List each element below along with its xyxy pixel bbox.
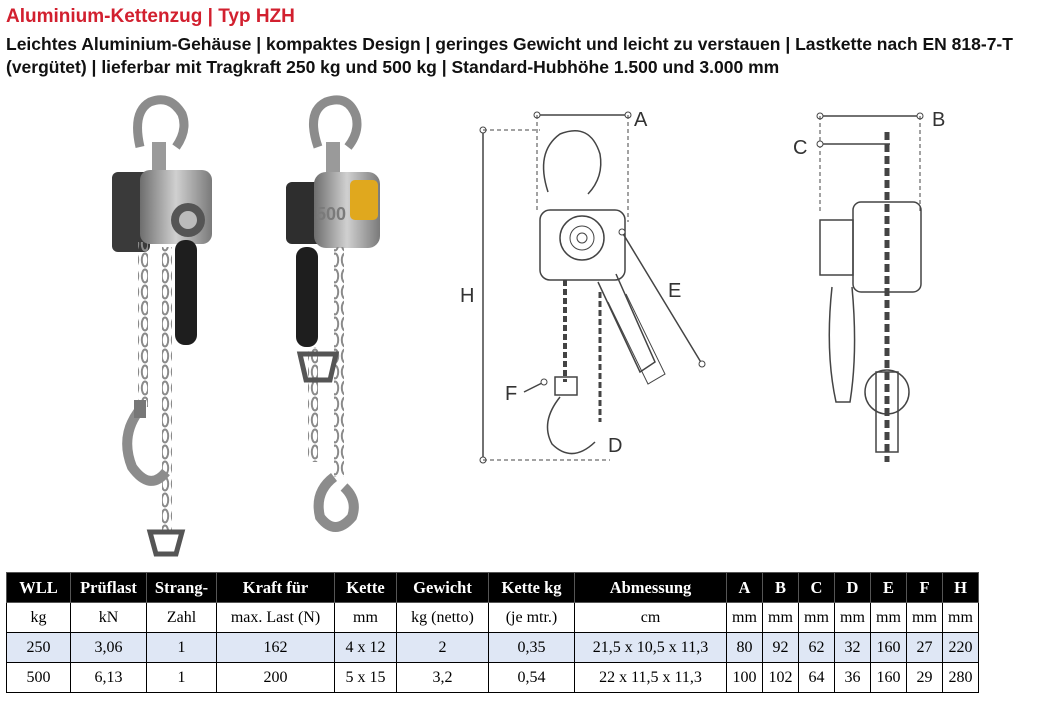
unit-cell: kg (7, 603, 71, 633)
unit-cell: mm (799, 603, 835, 633)
capacity-label: 500 (316, 204, 347, 224)
spec-table (6, 572, 979, 693)
header-e: E (871, 573, 907, 603)
table-cell: 100 (727, 663, 763, 693)
table-row (7, 633, 979, 663)
unit-cell: Zahl (147, 603, 217, 633)
dim-label-b: B (932, 109, 946, 131)
dim-label-e: E (668, 280, 682, 302)
unit-cell: mm (335, 603, 397, 633)
table-header-row (7, 573, 979, 603)
table-cell: 220 (943, 633, 979, 663)
table-cell: 3,2 (397, 663, 489, 693)
header-b: B (763, 573, 799, 603)
page-title: Aluminium-Kettenzug | Typ HZH (6, 6, 295, 27)
header-kette: Kette (335, 573, 397, 603)
hoist-photo-1 (112, 100, 212, 554)
product-description: Leichtes Aluminium-Gehäuse | kompaktes Design | geringes Gewicht und leicht zu verstauen | Lastkette nach EN 818-7-T (vergütet) | lieferbar mit Tragkraft 250 kg und 500 kg | Standard-Hubhöhe 1.500 und 3.000 mm (6, 34, 1013, 77)
unit-cell: mm (871, 603, 907, 633)
header-kraft: Kraft für (217, 573, 335, 603)
header-strang: Strang- (147, 573, 217, 603)
unit-cell: cm (575, 603, 727, 633)
table-cell: 5 x 15 (335, 663, 397, 693)
table-cell: 0,35 (489, 633, 575, 663)
header-wll: WLL (7, 573, 71, 603)
header-c: C (799, 573, 835, 603)
table-cell: 4 x 12 (335, 633, 397, 663)
dim-label-h: H (460, 285, 475, 307)
header-a: A (727, 573, 763, 603)
table-cell: 22 x 11,5 x 11,3 (575, 663, 727, 693)
table-cell: 6,13 (71, 663, 147, 693)
table-cell: 200 (217, 663, 335, 693)
table-cell: 64 (799, 663, 835, 693)
table-cell: 500 (7, 663, 71, 693)
dim-label-c: C (793, 137, 808, 159)
product-figures (0, 92, 1052, 562)
dimension-drawing-side (817, 113, 923, 462)
header-kette-kg: Kette kg (489, 573, 575, 603)
table-cell: 1 (147, 633, 217, 663)
table-cell: 160 (871, 663, 907, 693)
table-cell: 162 (217, 633, 335, 663)
table-cell: 80 (727, 633, 763, 663)
unit-cell: mm (907, 603, 943, 633)
header-d: D (835, 573, 871, 603)
unit-cell: mm (763, 603, 799, 633)
table-cell: 29 (907, 663, 943, 693)
header-gewicht: Gewicht (397, 573, 489, 603)
table-cell: 0,54 (489, 663, 575, 693)
header-h: H (943, 573, 979, 603)
table-cell: 2 (397, 633, 489, 663)
unit-cell: max. Last (N) (217, 603, 335, 633)
header-pruflast: Prüflast (71, 573, 147, 603)
dim-label-f: F (505, 383, 518, 405)
header-abmessung: Abmessung (575, 573, 727, 603)
unit-cell: mm (943, 603, 979, 633)
table-cell: 250 (7, 633, 71, 663)
unit-cell: mm (727, 603, 763, 633)
table-cell: 280 (943, 663, 979, 693)
header-f: F (907, 573, 943, 603)
table-cell: 21,5 x 10,5 x 11,3 (575, 633, 727, 663)
dim-label-d: D (608, 435, 623, 457)
table-cell: 102 (763, 663, 799, 693)
table-cell: 160 (871, 633, 907, 663)
unit-cell: (je mtr.) (489, 603, 575, 633)
table-cell: 27 (907, 633, 943, 663)
table-cell: 92 (763, 633, 799, 663)
unit-cell: mm (835, 603, 871, 633)
table-cell: 62 (799, 633, 835, 663)
dim-label-a: A (634, 109, 648, 131)
hoist-photo-2 (286, 100, 380, 527)
table-row (7, 663, 979, 693)
unit-cell: kg (netto) (397, 603, 489, 633)
table-cell: 36 (835, 663, 871, 693)
table-cell: 32 (835, 633, 871, 663)
table-units-row (7, 603, 979, 633)
table-cell: 3,06 (71, 633, 147, 663)
unit-cell: kN (71, 603, 147, 633)
table-cell: 1 (147, 663, 217, 693)
